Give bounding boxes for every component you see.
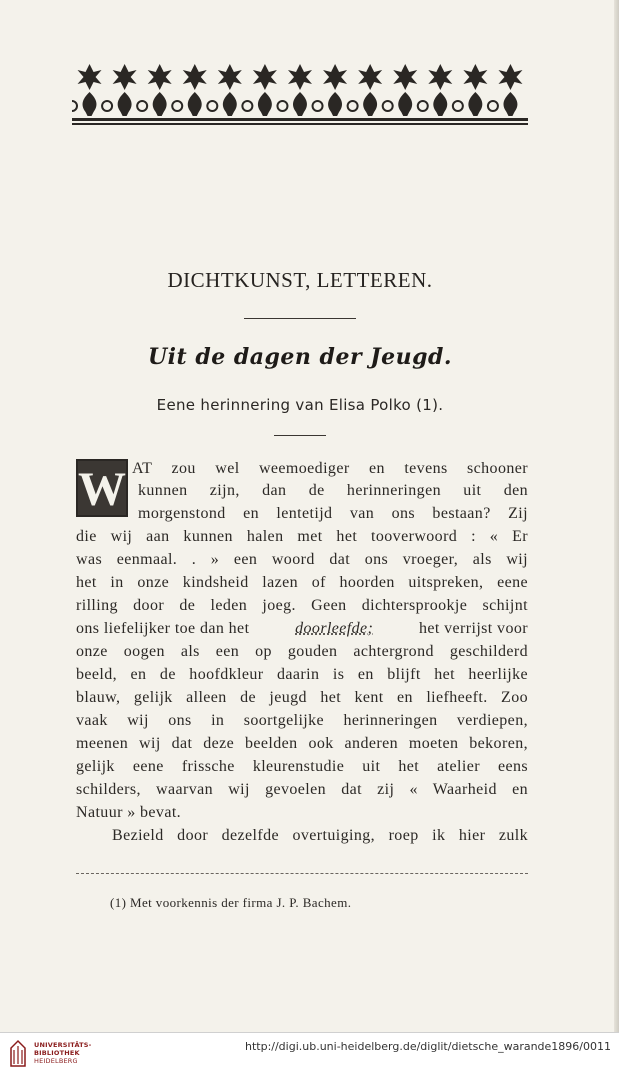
ornament-scroll xyxy=(102,101,112,111)
title-rule xyxy=(244,318,356,319)
body-line: kunnen zijn, dan de herinneringen uit den xyxy=(138,482,528,499)
ornament-flower xyxy=(358,64,382,90)
body-line: morgenstond en lentetijd van ons bestaan? Zij xyxy=(138,505,528,522)
ornament-scroll xyxy=(453,101,463,111)
ornament-fleur xyxy=(118,92,132,116)
body-line-part: ons liefelijker toe dan het xyxy=(76,620,250,637)
body-line-part: het verrijst voor xyxy=(418,620,528,637)
ornament-scroll xyxy=(383,101,393,111)
ornament-flower xyxy=(498,64,522,90)
ornament-flower xyxy=(288,64,312,90)
body-line: AT zou wel weemoediger en tevens schooner xyxy=(132,460,528,477)
body-line: schilders, waarvan wij gevoelen dat zij « Waarheid en xyxy=(76,781,528,798)
library-logo-icon xyxy=(8,1038,28,1068)
body-line: het in onze kindsheid lazen of hoorden uitspreken, eene xyxy=(76,574,528,591)
ornament-scroll xyxy=(277,101,287,111)
library-name-line: HEIDELBERG xyxy=(34,1057,78,1065)
body-line: was eenmaal. . » een woord dat ons vroeger, als wij xyxy=(76,551,528,568)
article-title: Uit de dagen der Jeugd. xyxy=(147,344,453,370)
ornament-fleur xyxy=(188,92,202,116)
ornament-fleur xyxy=(503,92,517,116)
ornament-flower xyxy=(78,64,102,90)
ornament-scroll xyxy=(242,101,252,111)
body-line: vaak wij ons in soortgelijke herinneringen verdiepen, xyxy=(76,712,528,729)
ornament-fleur xyxy=(363,92,377,116)
ornament-fleur xyxy=(83,92,97,116)
decorative-headpiece xyxy=(72,62,528,128)
ornament-flower xyxy=(183,64,207,90)
library-name-line: UNIVERSITÄTS- xyxy=(34,1041,92,1049)
ornament-scroll xyxy=(207,101,217,111)
ornament-scroll xyxy=(172,101,182,111)
ornament-fleur xyxy=(258,92,272,116)
body-line: blauw, gelijk alleen de jeugd het kent en liefheeft. Zoo xyxy=(76,689,528,706)
section-title: DICHTKUNST, LETTEREN. xyxy=(167,268,433,292)
ornament-flower xyxy=(393,64,417,90)
ornament-flower xyxy=(113,64,137,90)
body-line: rilling door de leden joeg. Geen dichtersprookje schijnt xyxy=(76,597,528,614)
source-url-link[interactable]: http://digi.ub.uni-heidelberg.de/diglit/dietsche_warande1896/0011 xyxy=(244,1040,611,1053)
ornament-scroll xyxy=(348,101,358,111)
library-name xyxy=(34,1041,92,1065)
drop-cap: W xyxy=(76,459,128,517)
body-line: die wij aan kunnen halen met het tooverwoord : « Er xyxy=(76,528,528,545)
page-edge xyxy=(614,0,619,1032)
ornament-scroll xyxy=(72,101,77,111)
body-line: meenen wij dat deze beelden ook anderen moeten bekoren, xyxy=(76,735,528,752)
ornament-scroll xyxy=(137,101,147,111)
body-line: beeld, en de hoofdkleur daarin is en blijft het heerlijke xyxy=(76,666,528,683)
ornament-scroll xyxy=(313,101,323,111)
ornament-fleur xyxy=(293,92,307,116)
body-line: gelijk eene frissche kleurenstudie uit het atelier eens xyxy=(76,758,528,775)
ornament-fleur xyxy=(398,92,412,116)
subtitle-rule xyxy=(274,435,326,436)
ornament-fleur xyxy=(433,92,447,116)
body-line: Bezield door dezelfde overtuiging, roep ik hier zulk xyxy=(112,827,528,844)
ornament-fleur xyxy=(468,92,482,116)
footnote: (1) Met voorkennis der firma J. P. Bachem. xyxy=(110,895,352,910)
library-name-line: BIBLIOTHEK xyxy=(34,1049,80,1057)
ornament-fleur xyxy=(223,92,237,116)
ornament-scroll xyxy=(488,101,498,111)
footnote-rule xyxy=(76,873,528,874)
ornament-flower xyxy=(218,64,242,90)
ornament-flower xyxy=(463,64,487,90)
ornament-flower xyxy=(323,64,347,90)
ornament-flower xyxy=(148,64,172,90)
article-subtitle: Eene herinnering van Elisa Polko (1). xyxy=(156,396,444,414)
ornament-flower xyxy=(253,64,277,90)
ornament-scroll xyxy=(418,101,428,111)
emphasized-word: doorleefde; xyxy=(295,620,374,637)
footer-bar xyxy=(0,1032,619,1077)
body-line xyxy=(76,618,528,640)
body-line: Natuur » bevat. xyxy=(76,804,182,821)
ornament-flower xyxy=(428,64,452,90)
ornament-fleur xyxy=(328,92,342,116)
ornament-fleur xyxy=(153,92,167,116)
body-line: onze oogen als een op gouden achtergrond geschilderd xyxy=(76,643,528,660)
